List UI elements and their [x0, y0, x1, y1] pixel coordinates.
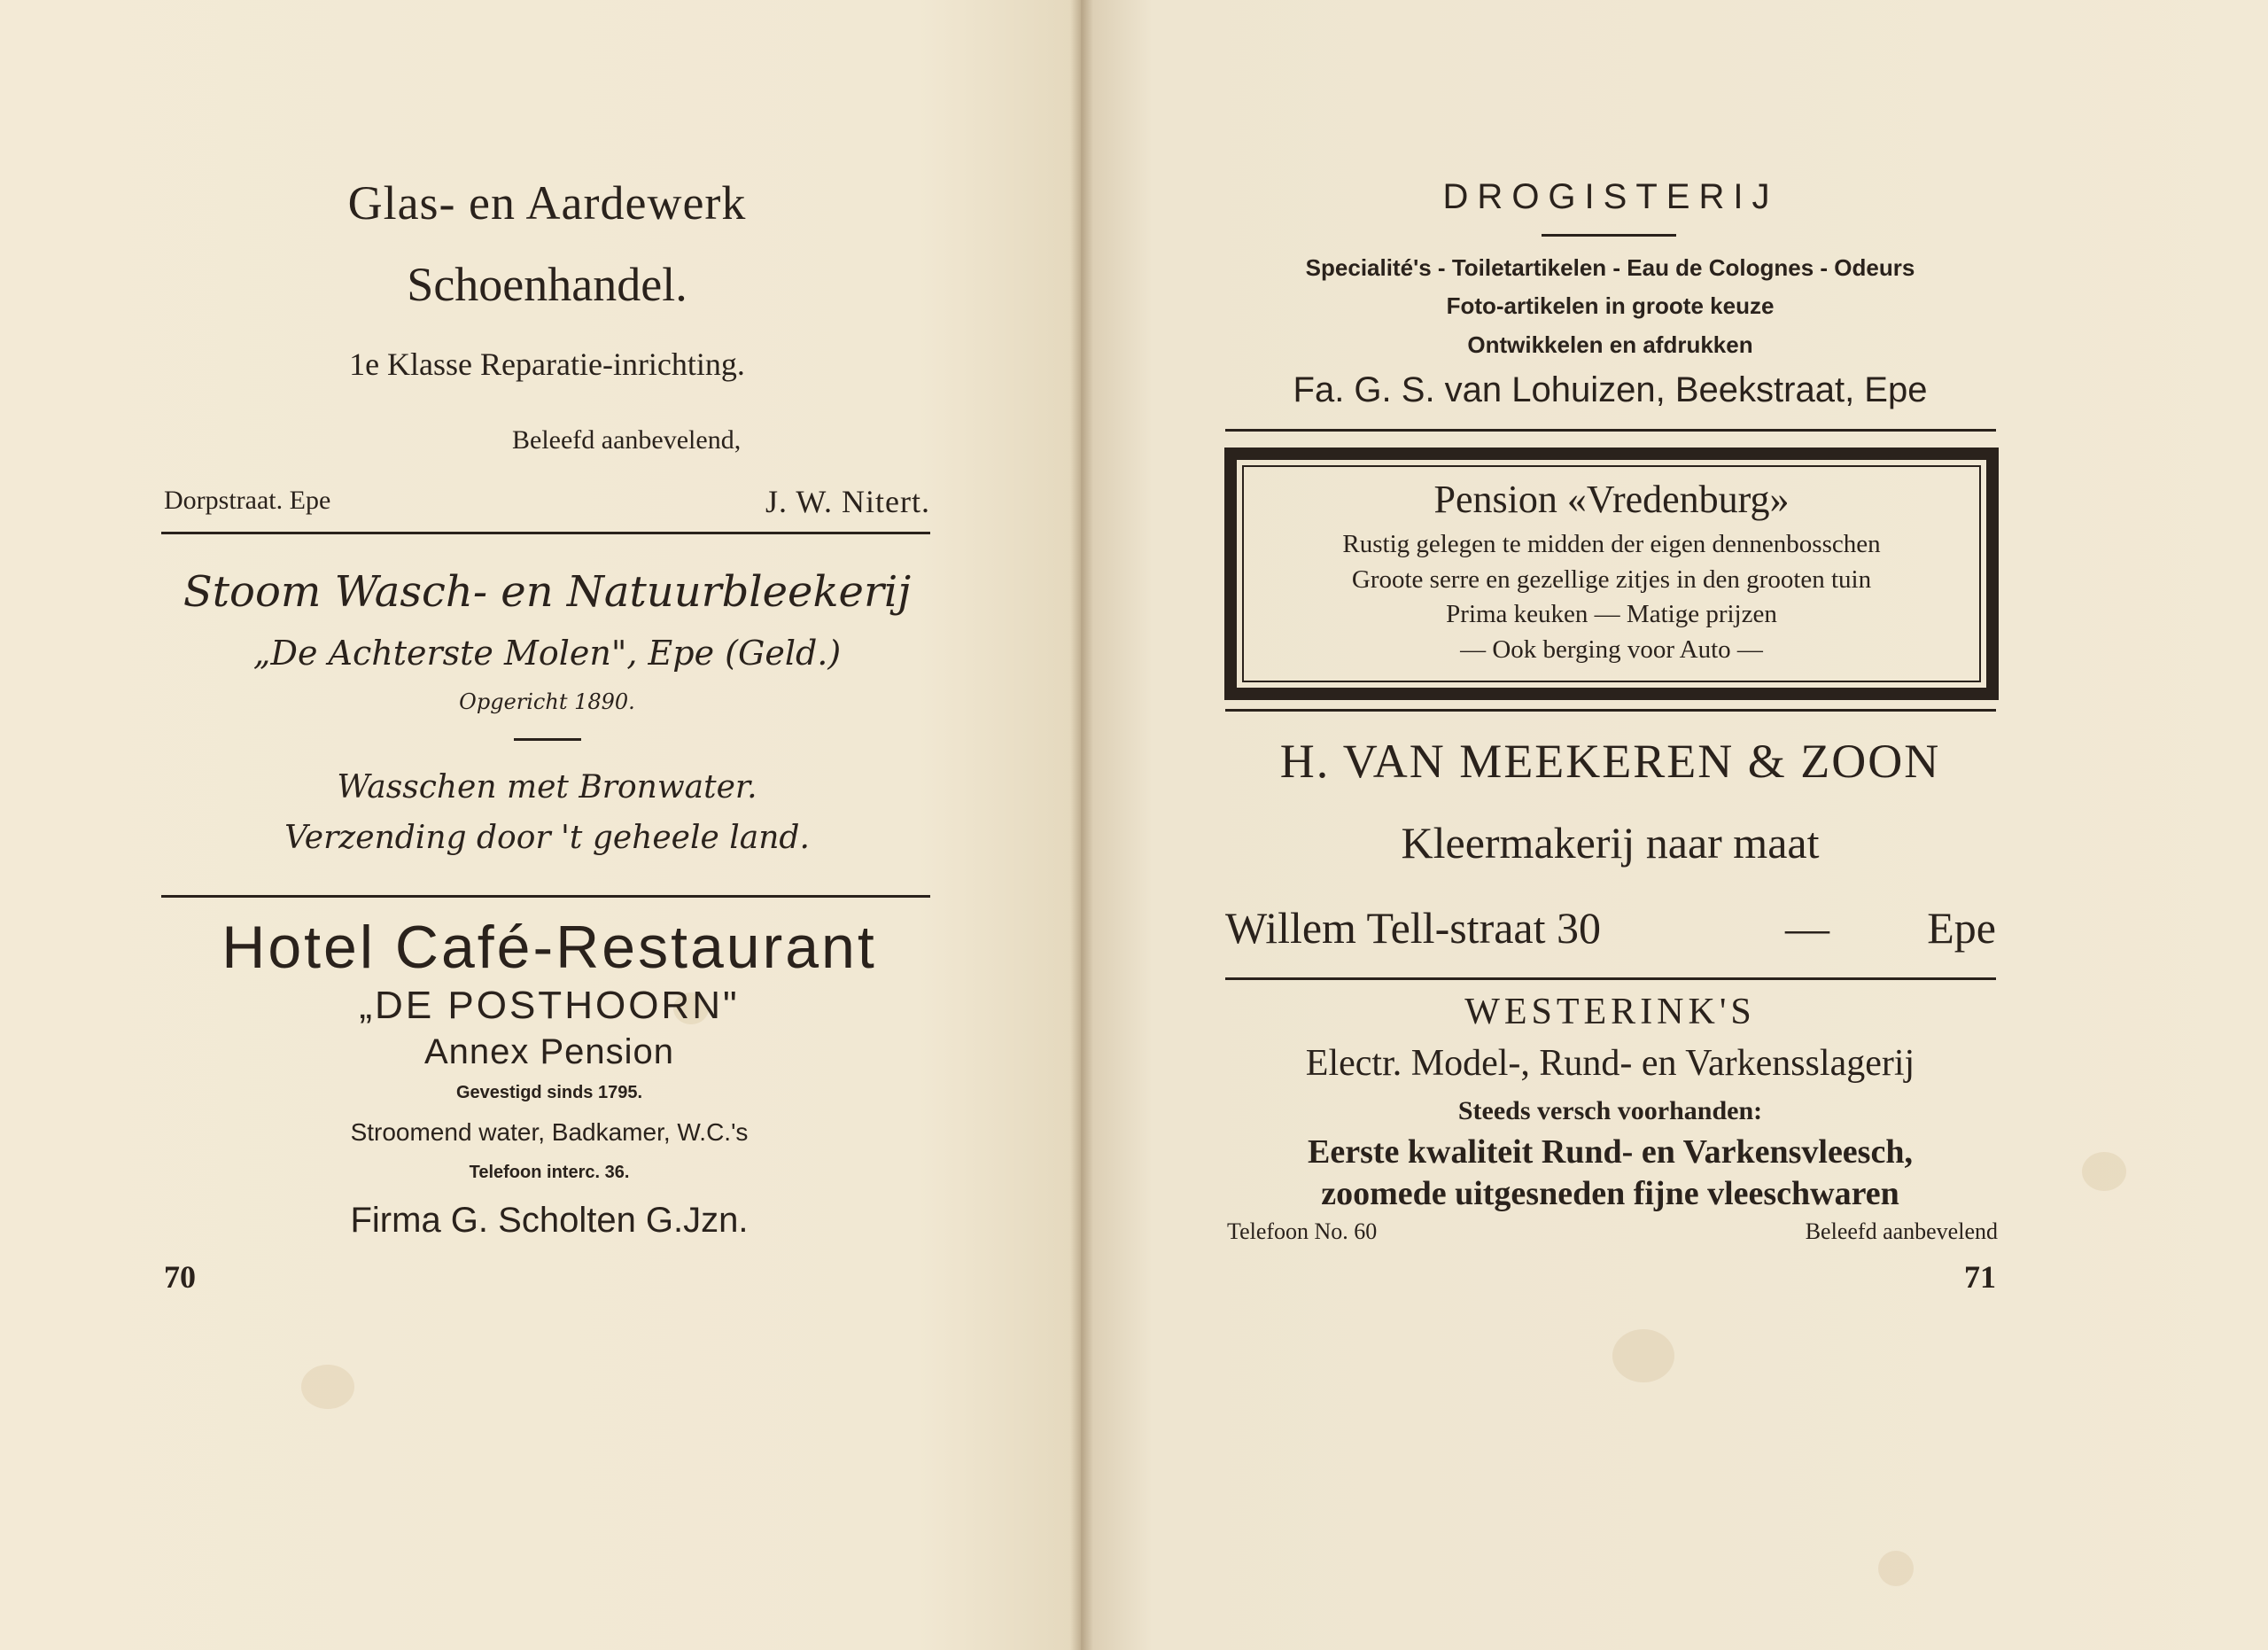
ad-wasch-line2: Verzending door 't geheele land.: [284, 820, 810, 856]
ad-hotel-name: „DE POSTHOORN": [359, 984, 740, 1027]
ad-drogisterij-line2: Foto-artikelen in groote keuze: [1446, 292, 1775, 319]
ad-hotel-phone: Telefoon interc. 36.: [469, 1163, 630, 1182]
ad-glas-owner: J. W. Nitert.: [765, 484, 930, 519]
ad-hotel-established: Gevestigd sinds 1795.: [455, 1083, 643, 1102]
ad-drogisterij-firm: Fa. G. S. van Lohuizen, Beekstraat, Epe: [1293, 370, 1928, 409]
ad-pension-line1: Rustig gelegen te midden der eigen dennenbosschen: [1342, 530, 1881, 558]
ad-meekeren-street: Willem Tell-straat 30: [1225, 903, 1601, 953]
ad-pension-line2: Groote serre en gezellige zitjes in den grooten tuin: [1351, 565, 1872, 594]
ad-wasch-line1: Wasschen met Bronwater.: [337, 769, 757, 806]
ad-hotel-title: Hotel Café-Restaurant: [221, 914, 877, 981]
ad-pension-title: Pension «Vredenburg»: [1433, 478, 1790, 521]
ad-drogisterij-title: DROGISTERIJ: [1442, 177, 1779, 216]
ad-pension-line4: — Ook berging voor Auto —: [1460, 635, 1763, 664]
ad-wasch-subtitle: „De Achterste Molen", Epe (Geld.): [252, 634, 842, 673]
divider: [1225, 709, 1996, 712]
ad-glas-line2: Schoenhandel.: [407, 258, 687, 311]
ad-drogisterij-line1: Specialité's - Toiletartikelen - Eau de Colognes - Odeurs: [1305, 254, 1915, 281]
ad-pension-line3: Prima keuken — Matige prijzen: [1446, 600, 1777, 628]
ad-meekeren-dash: —: [1785, 903, 1829, 953]
ad-glas-line1: Glas- en Aardewerk: [347, 176, 747, 230]
short-divider: [514, 738, 581, 741]
ad-hotel-amenities: Stroomend water, Badkamer, W.C.'s: [350, 1118, 749, 1146]
ad-glas-greeting: Beleefd aanbevelend,: [512, 425, 742, 455]
ad-westerink-line1: Electr. Model-, Rund- en Varkensslagerij: [1305, 1043, 1915, 1084]
short-divider: [1542, 234, 1676, 237]
ad-wasch-founded: Opgericht 1890.: [459, 689, 635, 714]
ad-drogisterij-line3: Ontwikkelen en afdrukken: [1467, 331, 1753, 358]
foxing-spot: [1612, 1329, 1674, 1382]
ad-wasch-title: Stoom Wasch- en Natuurbleekerij: [183, 567, 912, 617]
ad-hotel-firm: Firma G. Scholten G.Jzn.: [350, 1201, 749, 1240]
page-number-left: 70: [164, 1259, 196, 1295]
foxing-spot: [301, 1365, 354, 1409]
foxing-spot: [2082, 1152, 2126, 1191]
divider: [161, 532, 930, 534]
ad-glas-line3: 1e Klasse Reparatie-inrichting.: [349, 346, 745, 382]
ad-westerink-line4: zoomede uitgesneden fijne vleeschwaren: [1321, 1175, 1899, 1212]
ad-westerink-line2: Steeds versch voorhanden:: [1457, 1096, 1763, 1125]
divider: [1225, 977, 1996, 980]
ad-westerink-greeting: Beleefd aanbevelend: [1805, 1218, 1998, 1244]
foxing-spot: [1878, 1551, 1914, 1586]
ad-meekeren-town: Epe: [1927, 903, 1996, 953]
divider: [161, 895, 930, 898]
page-number-right: 71: [1964, 1259, 1996, 1295]
ad-westerink-title: WESTERINK'S: [1464, 992, 1756, 1032]
ad-meekeren-line1: Kleermakerij naar maat: [1401, 818, 1820, 868]
book-gutter: [1070, 0, 1093, 1650]
ad-hotel-annex: Annex Pension: [423, 1032, 675, 1071]
ad-westerink-phone: Telefoon No. 60: [1227, 1218, 1378, 1244]
ad-meekeren-title: H. VAN MEEKEREN & ZOON: [1279, 735, 1941, 788]
ad-glas-address: Dorpstraat. Epe: [164, 486, 331, 515]
divider: [1225, 429, 1996, 432]
ad-westerink-line3: Eerste kwaliteit Rund- en Varkensvleesch,: [1308, 1133, 1913, 1171]
